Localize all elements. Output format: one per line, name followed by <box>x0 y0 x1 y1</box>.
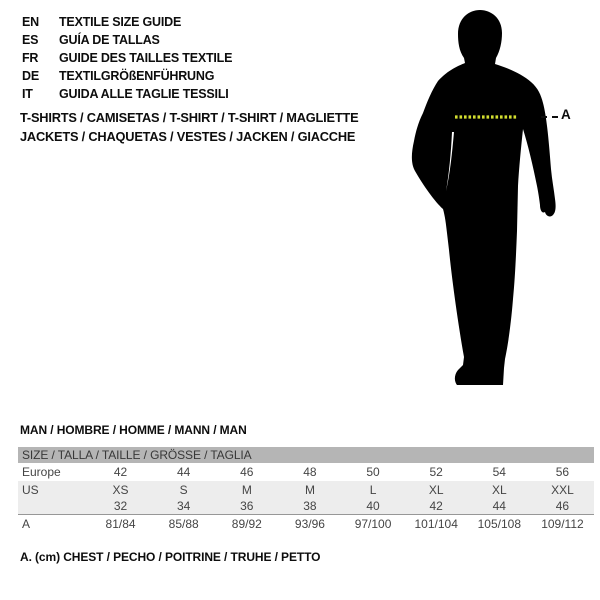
size-cell: 44 <box>492 499 506 513</box>
table-row-us-numeric <box>18 498 594 515</box>
table-row-chest-a <box>18 515 594 533</box>
row-label: US <box>22 482 39 497</box>
size-cell: 36 <box>240 499 254 513</box>
table-row-europe <box>18 463 594 481</box>
size-cell: 42 <box>429 499 443 513</box>
size-cell: 38 <box>303 499 317 513</box>
man-body <box>412 10 556 385</box>
measure-label-a: A <box>561 107 571 122</box>
size-cell: 46 <box>240 465 254 479</box>
size-cell: 44 <box>177 465 191 479</box>
language-code: IT <box>22 87 33 101</box>
category-line-tshirts: T-SHIRTS / CAMISETAS / T-SHIRT / T-SHIRT / MAGLIETTE <box>20 110 359 125</box>
category-line-jackets: JACKETS / CHAQUETAS / VESTES / JACKEN / GIACCHE <box>20 129 356 144</box>
size-cell: 109/112 <box>541 517 584 531</box>
size-cell: 52 <box>429 465 443 479</box>
language-title: TEXTILGRÖßENFÜHRUNG <box>59 69 215 83</box>
category-lines <box>20 108 358 146</box>
size-table-header: SIZE / TALLA / TAILLE / GRÖSSE / TAGLIA <box>18 447 594 463</box>
language-list <box>22 13 232 103</box>
language-row <box>22 49 232 67</box>
size-cell: XL <box>491 482 507 497</box>
size-cell: 89/92 <box>231 517 262 531</box>
language-title: GUÍA DE TALLAS <box>59 33 160 47</box>
language-title: GUIDE DES TAILLES TEXTILE <box>59 51 233 65</box>
size-cell: 97/100 <box>354 517 392 531</box>
size-cell: 93/96 <box>294 517 325 531</box>
size-cell: 50 <box>366 465 380 479</box>
language-title: GUIDA ALLE TAGLIE TESSILI <box>59 87 229 101</box>
row-label: A <box>22 517 31 531</box>
language-code: ES <box>22 33 39 47</box>
table-row-us <box>18 481 594 498</box>
size-cell: 85/88 <box>168 517 199 531</box>
language-title: TEXTILE SIZE GUIDE <box>59 15 182 29</box>
size-cell: 48 <box>303 465 317 479</box>
size-cell: M <box>304 482 315 497</box>
size-cell: XXL <box>551 482 574 497</box>
language-code: EN <box>22 15 39 29</box>
row-label: Europe <box>22 465 61 479</box>
language-row <box>22 85 232 103</box>
size-cell: 54 <box>492 465 506 479</box>
language-code: FR <box>22 51 39 65</box>
measure-arrow-dash <box>541 116 558 118</box>
size-cell: XS <box>112 482 129 497</box>
size-cell: 105/108 <box>477 517 521 531</box>
size-cell: 101/104 <box>414 517 458 531</box>
size-cell: 42 <box>113 465 128 479</box>
size-cell: 34 <box>177 499 191 513</box>
size-cell: XL <box>428 482 444 497</box>
language-code: DE <box>22 69 39 83</box>
size-table <box>18 447 594 533</box>
size-cell: 40 <box>366 499 380 513</box>
man-silhouette <box>410 8 560 386</box>
language-row <box>22 31 232 49</box>
language-row <box>22 13 232 31</box>
size-cell: 81/84 <box>105 517 136 531</box>
size-cell: 56 <box>555 465 570 479</box>
size-cell: M <box>241 482 252 497</box>
size-cell: 32 <box>113 499 128 513</box>
size-cell: 46 <box>555 499 570 513</box>
measurement-footnote: A. (cm) CHEST / PECHO / POITRINE / TRUHE / PETTO <box>20 550 321 564</box>
section-title-man: MAN / HOMBRE / HOMME / MANN / MAN <box>20 423 247 437</box>
size-cell: S <box>179 482 188 497</box>
language-row <box>22 67 232 85</box>
size-cell: L <box>369 482 377 497</box>
